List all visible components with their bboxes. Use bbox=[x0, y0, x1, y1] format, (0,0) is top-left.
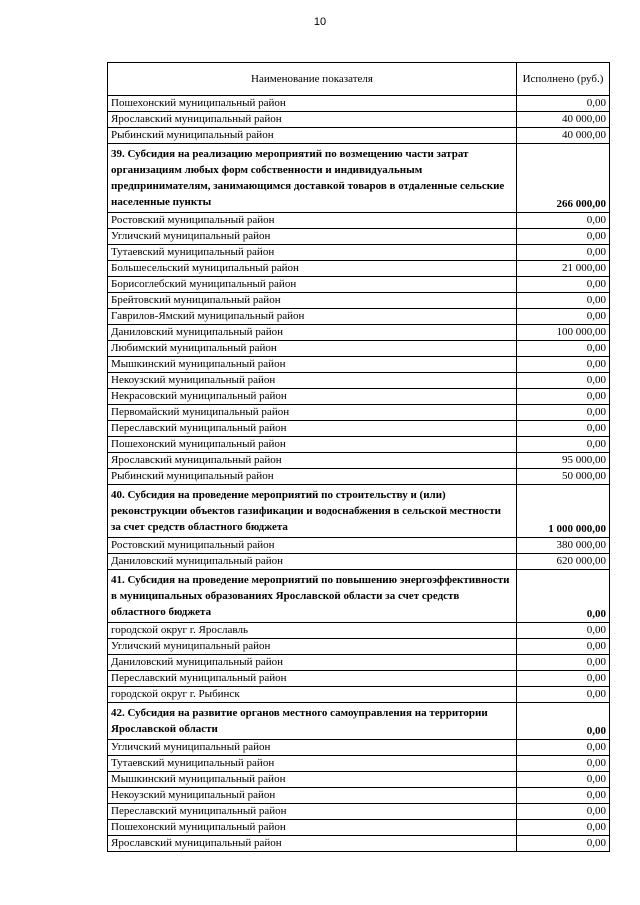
table-row bbox=[108, 373, 610, 389]
row-name: Гаврилов-Ямский муниципальный район bbox=[108, 309, 517, 325]
row-name: городской округ г. Ярославль bbox=[108, 623, 517, 639]
row-value: 0,00 bbox=[517, 788, 610, 804]
section-title: 41. Субсидия на проведение мероприятий по повышению энергоэффективности в муниципальных образованиях Ярославской области за счет средств областного бюджета bbox=[108, 570, 517, 623]
table-row bbox=[108, 820, 610, 836]
row-value: 0,00 bbox=[517, 341, 610, 357]
row-name: Ростовский муниципальный район bbox=[108, 213, 517, 229]
row-name: Первомайский муниципальный район bbox=[108, 405, 517, 421]
row-value: 0,00 bbox=[517, 756, 610, 772]
row-value: 0,00 bbox=[517, 277, 610, 293]
table-row bbox=[108, 804, 610, 820]
table-row bbox=[108, 357, 610, 373]
row-name: Мышкинский муниципальный район bbox=[108, 772, 517, 788]
row-value: 50 000,00 bbox=[517, 469, 610, 485]
row-name: городской округ г. Рыбинск bbox=[108, 687, 517, 703]
table-row bbox=[108, 772, 610, 788]
table-row bbox=[108, 639, 610, 655]
row-value: 0,00 bbox=[517, 772, 610, 788]
table-row bbox=[108, 687, 610, 703]
row-name: Рыбинский муниципальный район bbox=[108, 128, 517, 144]
row-value: 40 000,00 bbox=[517, 112, 610, 128]
row-name: Переславский муниципальный район bbox=[108, 421, 517, 437]
row-value: 21 000,00 bbox=[517, 261, 610, 277]
row-name: Даниловский муниципальный район bbox=[108, 554, 517, 570]
table-row bbox=[108, 538, 610, 554]
row-name: Угличский муниципальный район bbox=[108, 740, 517, 756]
row-value: 95 000,00 bbox=[517, 453, 610, 469]
row-value: 0,00 bbox=[517, 245, 610, 261]
table-row bbox=[108, 756, 610, 772]
table-header-row bbox=[108, 63, 610, 96]
table-row bbox=[108, 261, 610, 277]
row-value: 0,00 bbox=[517, 229, 610, 245]
row-value: 0,00 bbox=[517, 820, 610, 836]
row-value: 0,00 bbox=[517, 357, 610, 373]
table-body bbox=[108, 96, 610, 852]
row-name: Борисоглебский муниципальный район bbox=[108, 277, 517, 293]
row-name: Пошехонский муниципальный район bbox=[108, 96, 517, 112]
table-row bbox=[108, 405, 610, 421]
section-row bbox=[108, 703, 610, 740]
table-row bbox=[108, 96, 610, 112]
row-value: 40 000,00 bbox=[517, 128, 610, 144]
row-value: 0,00 bbox=[517, 740, 610, 756]
section-total: 0,00 bbox=[517, 570, 610, 623]
row-name: Даниловский муниципальный район bbox=[108, 655, 517, 671]
row-name: Угличский муниципальный район bbox=[108, 639, 517, 655]
table-row bbox=[108, 554, 610, 570]
table-row bbox=[108, 309, 610, 325]
row-name: Пошехонский муниципальный район bbox=[108, 437, 517, 453]
row-value: 0,00 bbox=[517, 687, 610, 703]
row-value: 0,00 bbox=[517, 639, 610, 655]
row-name: Некрасовский муниципальный район bbox=[108, 389, 517, 405]
row-name: Угличский муниципальный район bbox=[108, 229, 517, 245]
column-header-name: Наименование показателя bbox=[108, 63, 517, 96]
row-value: 0,00 bbox=[517, 309, 610, 325]
row-value: 0,00 bbox=[517, 421, 610, 437]
row-name: Некоузский муниципальный район bbox=[108, 373, 517, 389]
row-name: Некоузский муниципальный район bbox=[108, 788, 517, 804]
report-table bbox=[107, 62, 610, 852]
row-value: 380 000,00 bbox=[517, 538, 610, 554]
row-name: Пошехонский муниципальный район bbox=[108, 820, 517, 836]
section-title: 39. Субсидия на реализацию мероприятий по возмещению части затрат организациям любых форм собственности и индивидуальным предпринимателям, занимающимся доставкой товаров в отдаленные сельские населенные пункты bbox=[108, 144, 517, 213]
row-name: Тутаевский муниципальный район bbox=[108, 245, 517, 261]
table-row bbox=[108, 229, 610, 245]
table-row bbox=[108, 325, 610, 341]
row-name: Мышкинский муниципальный район bbox=[108, 357, 517, 373]
row-name: Рыбинский муниципальный район bbox=[108, 469, 517, 485]
section-title: 40. Субсидия на проведение мероприятий по строительству и (или) реконструкции объектов газификации и водоснабжения в сельской местности за счет средств областного бюджета bbox=[108, 485, 517, 538]
table-row bbox=[108, 277, 610, 293]
table-row bbox=[108, 112, 610, 128]
table-row bbox=[108, 671, 610, 687]
row-name: Брейтовский муниципальный район bbox=[108, 293, 517, 309]
row-value: 0,00 bbox=[517, 389, 610, 405]
table-row bbox=[108, 655, 610, 671]
row-value: 0,00 bbox=[517, 623, 610, 639]
row-name: Даниловский муниципальный район bbox=[108, 325, 517, 341]
table-row bbox=[108, 128, 610, 144]
table-row bbox=[108, 341, 610, 357]
row-name: Большесельский муниципальный район bbox=[108, 261, 517, 277]
row-name: Ростовский муниципальный район bbox=[108, 538, 517, 554]
section-row bbox=[108, 570, 610, 623]
row-value: 0,00 bbox=[517, 671, 610, 687]
table-row bbox=[108, 213, 610, 229]
table-row bbox=[108, 421, 610, 437]
section-row bbox=[108, 485, 610, 538]
table-row bbox=[108, 389, 610, 405]
row-name: Переславский муниципальный район bbox=[108, 804, 517, 820]
row-name: Ярославский муниципальный район bbox=[108, 453, 517, 469]
table-row bbox=[108, 245, 610, 261]
table-row bbox=[108, 740, 610, 756]
table-row bbox=[108, 453, 610, 469]
row-name: Тутаевский муниципальный район bbox=[108, 756, 517, 772]
row-value: 0,00 bbox=[517, 804, 610, 820]
row-value: 0,00 bbox=[517, 373, 610, 389]
table-row bbox=[108, 293, 610, 309]
row-value: 100 000,00 bbox=[517, 325, 610, 341]
section-title: 42. Субсидия на развитие органов местного самоуправления на территории Ярославской области bbox=[108, 703, 517, 740]
row-name: Переславский муниципальный район bbox=[108, 671, 517, 687]
table-row bbox=[108, 469, 610, 485]
row-value: 620 000,00 bbox=[517, 554, 610, 570]
section-total: 0,00 bbox=[517, 703, 610, 740]
row-value: 0,00 bbox=[517, 213, 610, 229]
row-value: 0,00 bbox=[517, 655, 610, 671]
table-row bbox=[108, 623, 610, 639]
table-row bbox=[108, 437, 610, 453]
table-row bbox=[108, 788, 610, 804]
row-name: Ярославский муниципальный район bbox=[108, 112, 517, 128]
column-header-value: Исполнено (руб.) bbox=[517, 63, 610, 96]
row-name: Ярославский муниципальный район bbox=[108, 836, 517, 852]
section-total: 266 000,00 bbox=[517, 144, 610, 213]
row-value: 0,00 bbox=[517, 437, 610, 453]
section-total: 1 000 000,00 bbox=[517, 485, 610, 538]
row-value: 0,00 bbox=[517, 405, 610, 421]
row-name: Любимский муниципальный район bbox=[108, 341, 517, 357]
row-value: 0,00 bbox=[517, 836, 610, 852]
table-row bbox=[108, 836, 610, 852]
row-value: 0,00 bbox=[517, 293, 610, 309]
row-value: 0,00 bbox=[517, 96, 610, 112]
page-number: 10 bbox=[313, 16, 327, 28]
section-row bbox=[108, 144, 610, 213]
